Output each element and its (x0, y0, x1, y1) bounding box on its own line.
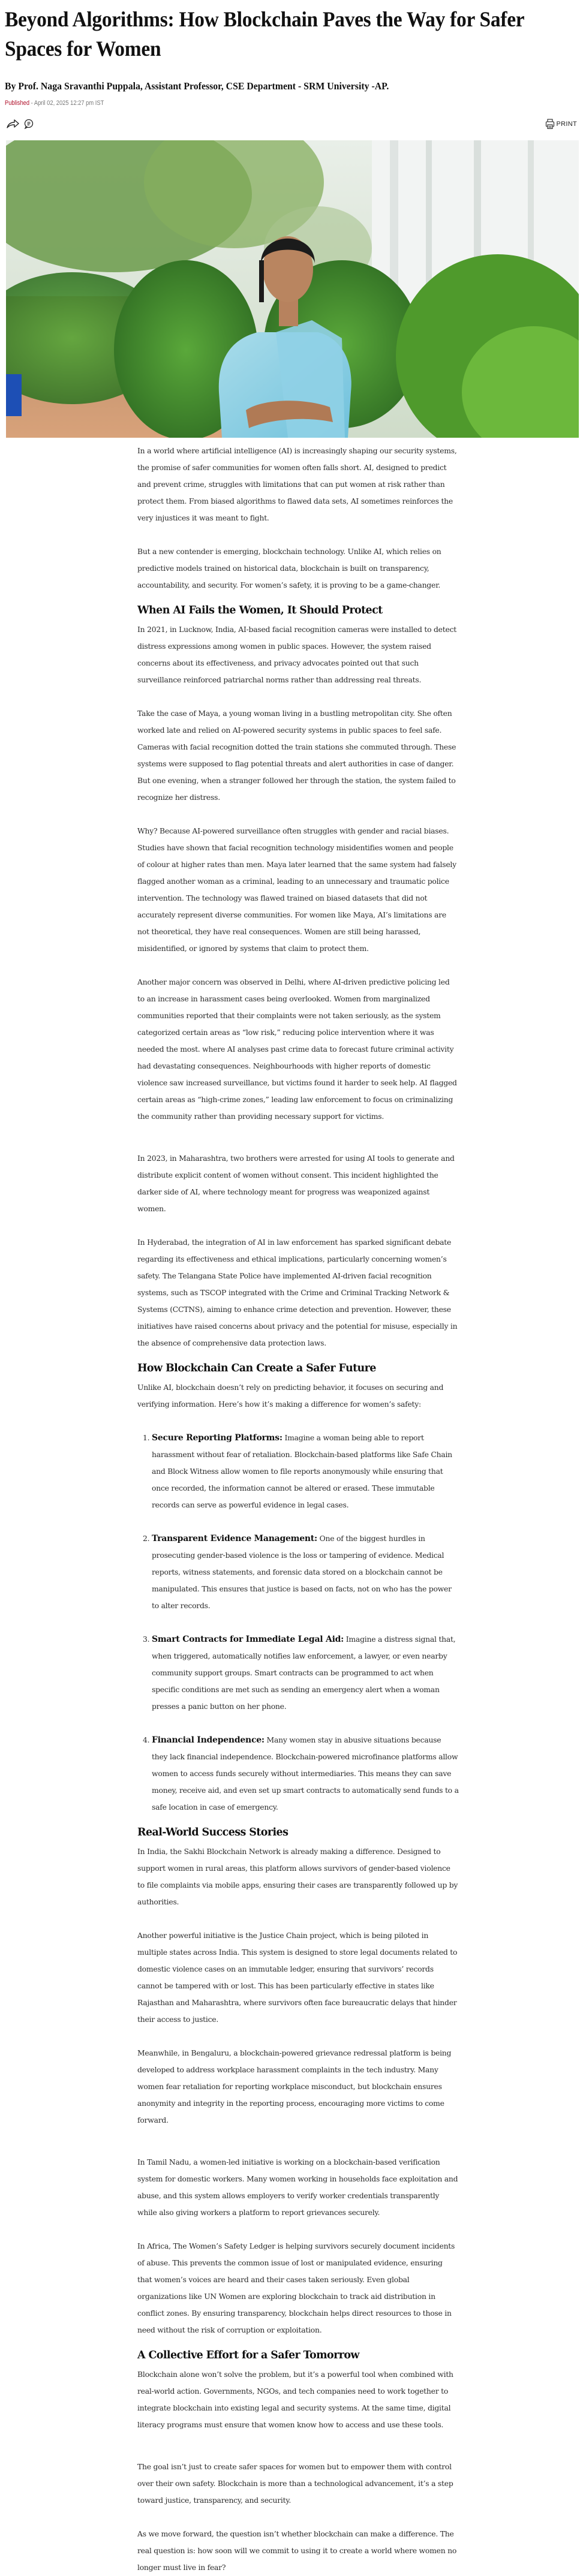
section-heading-collective-effort: A Collective Effort for a Safer Tomorrow (137, 2349, 359, 2361)
article-byline: By Prof. Naga Sravanthi Puppala, Assistant Professor, CSE Department - SRM University -AP. (5, 80, 389, 92)
list-item-title: Secure Reporting Platforms: (152, 1433, 283, 1443)
blockchain-benefits-list (137, 1430, 459, 1816)
published-label: Published (5, 100, 30, 107)
article-body (137, 443, 459, 2576)
list-item-text: Many women stay in abusive situations because they lack financial independence. Blockchain-powered microfinance platforms allow women to access funds securely without intermediaries. This means they can save money, receive aid, and even set up smart contracts to automatically send funds to a safe location in case of emergency. (152, 1735, 459, 1811)
article-headline: Beyond Algorithms: How Blockchain Paves the Way for Safer Spaces for Women (5, 7, 524, 61)
body-paragraph: Why? Because AI-powered surveillance often struggles with gender and racial biases. Studies have shown that facial recognition technology misidentifies women and people of colour at higher rates than men. Maya later learned that the same system had falsely flagged another woman as a criminal, leading to an unnecessary and traumatic police intervention. The technology was flawed trained on biased datasets that did not accurately represent diverse communities. For women like Maya, AI’s limitations are not theoretical, they have real consequences. Women are still being harassed, misidentified, or ignored by systems that claim to protect them. (137, 826, 456, 953)
section-heading-success-stories: Real-World Success Stories (137, 1826, 289, 1838)
list-item-title: Transparent Evidence Management: (152, 1534, 317, 1543)
body-paragraph: In 2021, in Lucknow, India, AI-based facial recognition cameras were installed to detect distress expressions among women in public spaces. However, the system raised concerns about its effectiveness, and privacy advocates pointed out that such surveillance reinforced patriarchal norms rather than addressing real threats. (137, 625, 456, 684)
meta-separator: - (29, 100, 34, 107)
intro-paragraph: In a world where artificial intelligence (AI) is increasingly shaping our security systems, the promise of safer communities for women often falls short. AI, designed to predict and prevent crime, struggles with limitations that can put women at risk rather than protect them. From biased algorithms to flawed data sets, AI sometimes reinforces the very injustices it was meant to fight. (137, 446, 457, 522)
list-item (152, 1530, 459, 1614)
list-item-text: Imagine a distress signal that, when triggered, automatically notifies law enforcement, a lawyer, or even nearby community support groups. Smart contracts can be programmed to act when specific conditions are met such as sending an emergency alert when a woman presses a panic button on her phone. (152, 1635, 456, 1711)
body-paragraph: The goal isn’t just to create safer spaces for women but to empower them with control over their own safety. Blockchain is more than a technological advancement, it’s a step toward justice, transparency, and security. (137, 2462, 453, 2505)
intro-paragraph: But a new contender is emerging, blockchain technology. Unlike AI, which relies on predictive models trained on historical data, blockchain is built on transparency, accountability, and security. For women’s safety, it is proving to be a game-changer. (137, 547, 441, 589)
printer-icon (545, 119, 555, 130)
publish-date: April 02, 2025 12:27 pm IST (34, 100, 104, 107)
publish-meta (5, 99, 104, 107)
share-arrow-icon[interactable] (6, 118, 20, 132)
list-item-title: Smart Contracts for Immediate Legal Aid: (152, 1635, 344, 1644)
comment-bubble-icon[interactable] (23, 118, 37, 132)
body-paragraph: Another major concern was observed in Delhi, where AI-driven predictive policing led to an increase in harassment cases being overlooked. Women from marginalized communities reported that their complaints were not taken seriously, as the system categorized certain areas as “low risk,” reducing police intervention where it was needed the most. where AI analyses past crime data to forecast future criminal activity had devastating consequences. Neighbourhoods with higher reports of domestic violence saw increased surveillance, but victims found it harder to seek help. AI flagged certain areas as “high-crime zones,” leading law enforcement to focus on criminalizing the community rather than providing necessary support for victims. (137, 977, 457, 1121)
list-item-text: Imagine a woman being able to report harassment without fear of retaliation. Blockchain-based platforms like Safe Chain and Block Witness allow women to file reports anonymously while ensuring that once recorded, the information cannot be altered or erased. These immutable records can serve as powerful evidence in legal cases. (152, 1433, 452, 1509)
list-item (152, 1732, 459, 1816)
print-label: PRINT (556, 121, 577, 128)
body-paragraph: Another powerful initiative is the Justice Chain project, which is being piloted in multiple states across India. This system is designed to store legal documents related to domestic violence cases on an immutable ledger, ensuring that survivors’ records cannot be tampered with or lost. This has been particularly effective in states like Rajasthan and Maharashtra, where survivors often face bureaucratic delays that hinder their access to justice. (137, 1931, 458, 2024)
hero-image (6, 140, 579, 438)
body-paragraph: In Tamil Nadu, a women-led initiative is working on a blockchain-based verification system for domestic workers. Many women working in households face exploitation and abuse, and this system allows employers to verify worker credentials transparently while also giving workers a platform to report grievances securely. (137, 2157, 458, 2217)
body-paragraph: Unlike AI, blockchain doesn’t rely on predicting behavior, it focuses on securing and verifying information. Here’s how it’s making a difference for women’s safety: (137, 1383, 444, 1409)
print-button[interactable] (545, 119, 578, 130)
body-paragraph: Take the case of Maya, a young woman living in a bustling metropolitan city. She often worked late and relied on AI-powered security systems in public spaces to feel safe. Cameras with facial recognition dotted the train stations she commuted through. These systems were supposed to flag potential threats and alert authorities in case of danger. But one evening, when a stranger followed her through the station, the system failed to recognize her distress. (137, 709, 456, 802)
body-paragraph: Meanwhile, in Bengaluru, a blockchain-powered grievance redressal platform is being developed to address workplace harassment complaints in the tech industry. Many women fear retaliation for reporting workplace misconduct, but blockchain ensures anonymity and integrity in the reporting process, encouraging more victims to come forward. (137, 2048, 452, 2124)
body-paragraph: In Hyderabad, the integration of AI in law enforcement has sparked significant debate regarding its effectiveness and ethical implications, particularly concerning women’s safety. The Telangana State Police have implemented AI-driven facial recognition systems, such as TSCOP integrated with the Crime and Criminal Tracking Network & Systems (CCTNS), aiming to enhance crime detection and prevention. However, these initiatives have raised concerns about privacy and the potential for misuse, especially in the absence of comprehensive data protection laws. (137, 1238, 458, 1347)
body-paragraph: As we move forward, the question isn’t whether blockchain can make a difference. The real question is: how soon will we commit to using it to create a world where women no longer must live in fear? (137, 2529, 457, 2572)
section-heading-blockchain-future: How Blockchain Can Create a Safer Future (137, 1362, 376, 1374)
body-paragraph: In Africa, The Women’s Safety Ledger is helping survivors securely document incidents of abuse. This prevents the common issue of lost or manipulated evidence, ensuring that women’s voices are heard and their cases taken seriously. Even global organizations like UN Women are exploring blockchain to track aid distribution in conflict zones. By ensuring transparency, blockchain helps direct resources to those in need without the risk of corruption or exploitation. (137, 2241, 455, 2334)
list-item-text: One of the biggest hurdles in prosecuting gender-based violence is the loss or tampering of evidence. Medical reports, witness statements, and forensic data stored on a blockchain cannot be manipulated. This ensures that justice is based on facts, not on who has the power to alter records. (152, 1534, 452, 1610)
body-paragraph: In 2023, in Maharashtra, two brothers were arrested for using AI tools to generate and distribute explicit content of women without consent. This incident highlighted the darker side of AI, where technology meant for progress was weaponized against women. (137, 1154, 455, 1213)
list-item (152, 1631, 459, 1715)
article-actions-bar (5, 118, 578, 134)
list-item (152, 1430, 459, 1513)
body-paragraph: Blockchain alone won’t solve the problem, but it’s a powerful tool when combined with real-world action. Governments, NGOs, and tech companies need to work together to integrate blockchain into existing legal and security systems. At the same time, digital literacy programs must ensure that women know how to access and use these tools. (137, 2370, 453, 2429)
section-heading-ai-fails: When AI Fails the Women, It Should Protect (137, 604, 383, 616)
list-item-title: Financial Independence: (152, 1735, 265, 1745)
body-paragraph: In India, the Sakhi Blockchain Network is already making a difference. Designed to support women in rural areas, this platform allows survivors of gender-based violence to file complaints via mobile apps, ensuring their cases are transparently followed up by authorities. (137, 1847, 458, 1906)
